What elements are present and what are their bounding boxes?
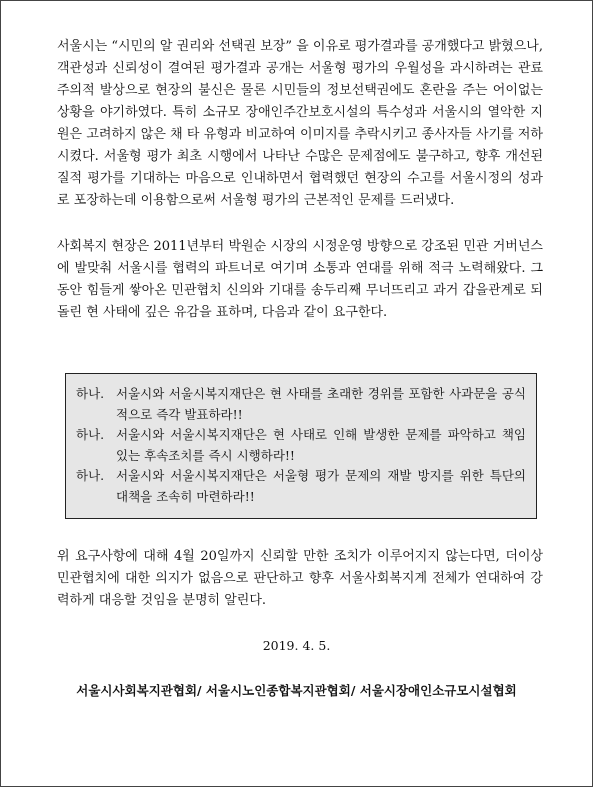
demand-text: 서울시와 서울시복지재단은 서울형 평가 문제의 재발 방지를 위한 특단의 대책을 조속히 마련하라!!: [116, 468, 526, 504]
closing-paragraph: 위 요구사항에 대해 4월 20일까지 신뢰할 만한 조치가 이루어지지 않는다면, 더이상 민관협치에 대한 의지가 없음으로 판단하고 향후 서울사회복지계 전체가 연대하여 강력하게 대응할 것임을 분명히 알린다.: [57, 549, 543, 608]
second-paragraph: 사회복지 현장은 2011년부터 박원순 시장의 시정운영 방향으로 강조된 민관 거버넌스에 발맞춰 서울시를 협력의 파트너로 여기며 소통과 연대를 위해 적극 노력해왔다. 그동안 힘들게 쌓아온 민관협치 신의와 기대를 송두리째 무너뜨리고 과거 갑을관계로 되돌린 현 사태에 깊은 유감을 표하며, 다음과 같이 요구한다.: [57, 239, 543, 320]
demands-box: [65, 373, 537, 519]
demand-lead: 하나.: [76, 427, 105, 442]
intro-paragraph: 서울시는 “시민의 알 권리와 선택권 보장” 을 이유로 평가결과를 공개했다고 밝혔으나, 객관성과 신뢰성이 결여된 평가결과 공개는 서울형 평가의 우월성을 과시하려는 관료주의적 발상으로 현장의 불신은 물론 시민들의 정보선택권에도 혼란을 주는 어이없는 상황을 야기하였다. 특히 소규모 장애인주간보호시설의 특수성과 서울시의 열악한 지원은 고려하지 않은 채 타 유형과 비교하여 이미지를 추락시키고 종사자들 사기를 저하시켰다. 서울형 평가 최초 시행에서 나타난 수많은 문제점에도 불구하고, 향후 개선된 질적 평가를 기대하는 마음으로 인내하면서 협력했던 현장의 수고를 서울시정의 성과로 포장하는데 이용함으로써 서울형 평가의 근본적인 문제를 드러냈다.: [57, 39, 543, 208]
demand-item: [76, 384, 526, 425]
demand-lead: 하나.: [76, 468, 105, 483]
demand-text: 서울시와 서울시복지재단은 현 사태를 초래한 경위를 포함한 사과문을 공식적으로 즉각 발표하라!!: [116, 386, 526, 422]
demand-text: 서울시와 서울시복지재단은 현 사태로 인해 발생한 문제를 파악하고 책임 있는 후속조치를 즉시 시행하라!!: [116, 427, 526, 463]
demand-item: [76, 466, 526, 507]
demand-item: [76, 425, 526, 466]
signatory-organizations: 서울시사회복지관협회/ 서울시노인종합복지관협회/ 서울시장애인소규모시설협회: [76, 683, 517, 698]
document-date: 2019. 4. 5.: [262, 638, 331, 653]
demand-lead: 하나.: [76, 386, 105, 401]
